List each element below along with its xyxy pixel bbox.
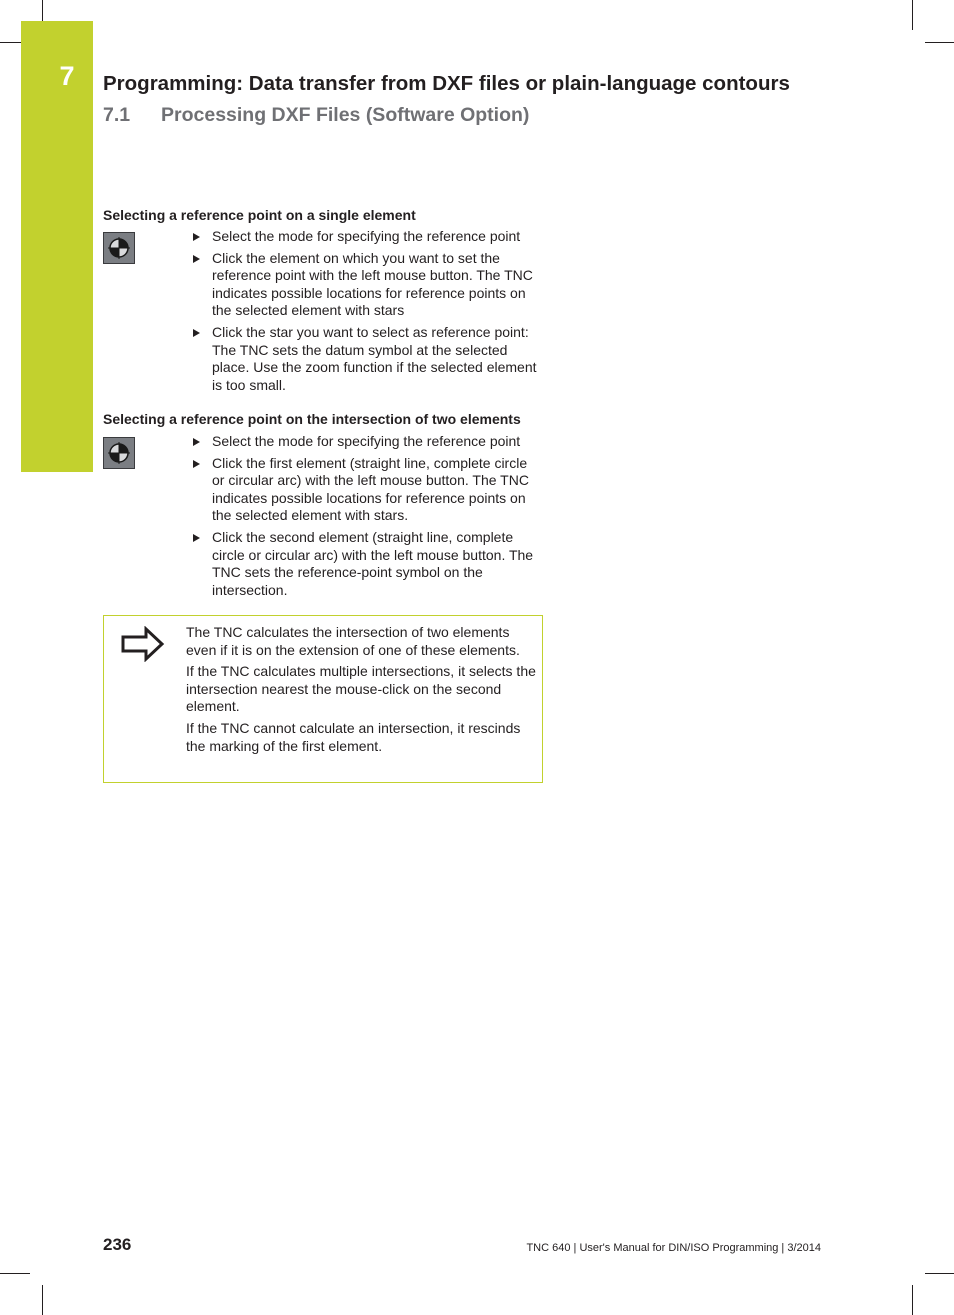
note-paragraph: If the TNC cannot calculate an intersection, it rescinds the marking of the first element. [186,719,521,754]
note-paragraph: If the TNC calculates multiple intersections, it selects the intersection nearest the mouse-click on the second element. [186,663,536,715]
section-title [103,104,529,127]
list-item: Click the element on which you want to set the reference point with the left mouse button. The TNC indicates possible locations for reference points on the selected element with stars [191,250,543,320]
reference-point-soft-key[interactable] [103,232,135,264]
list-item: Click the second element (straight line, complete circle or circular arc) with the left mouse button. The TNC sets the reference-point symbol on the intersection. [191,529,543,599]
chapter-tab [21,21,93,472]
crop-mark [42,0,43,21]
crop-mark [42,1285,43,1315]
bullet-arrow-icon [193,460,200,468]
footer-document: TNC 640 | User's Manual for DIN/ISO Programming | 3/2014 [526,1242,821,1254]
note-text [186,624,536,759]
list-item: Select the mode for specifying the reference point [191,228,543,246]
crop-mark [912,0,913,30]
list-item: Click the first element (straight line, complete circle or circular arc) with the left mouse button. The TNC indicates possible locations for reference points on the selected element with stars. [191,455,543,525]
block-heading: Selecting a reference point on the intersection of two elements [103,411,521,427]
reference-point-soft-key-icon [108,237,130,259]
step-list [191,228,543,398]
bullet-arrow-icon [193,438,200,446]
list-item: Click the star you want to select as reference point: The TNC sets the datum symbol at the selected place. Use the zoom function if the selected element is too small. [191,324,543,394]
arrow-right-icon [120,626,166,662]
bullet-arrow-icon [193,255,200,263]
reference-point-soft-key[interactable] [103,437,135,469]
bullet-arrow-icon [193,534,200,542]
crop-mark [0,1273,30,1274]
section-number: 7.1 [103,104,131,126]
chapter-number: 7 [59,61,75,91]
crop-mark [912,1285,913,1315]
crop-mark [925,42,954,43]
page-number: 236 [103,1235,132,1254]
bullet-arrow-icon [193,329,200,337]
list-item: Select the mode for specifying the reference point [191,433,543,451]
section-title-text: Processing DXF Files (Software Option) [161,104,530,126]
note-paragraph: The TNC calculates the intersection of two elements even if it is on the extension of one of these elements. [186,624,520,658]
crop-mark [0,42,21,43]
block-heading: Selecting a reference point on a single element [103,207,416,223]
reference-point-soft-key-icon [108,442,130,464]
bullet-arrow-icon [193,233,200,241]
step-list [191,433,543,603]
chapter-title: Programming: Data transfer from DXF files or plain-language contours [103,72,790,95]
crop-mark [925,1273,954,1274]
note-box [103,615,543,783]
